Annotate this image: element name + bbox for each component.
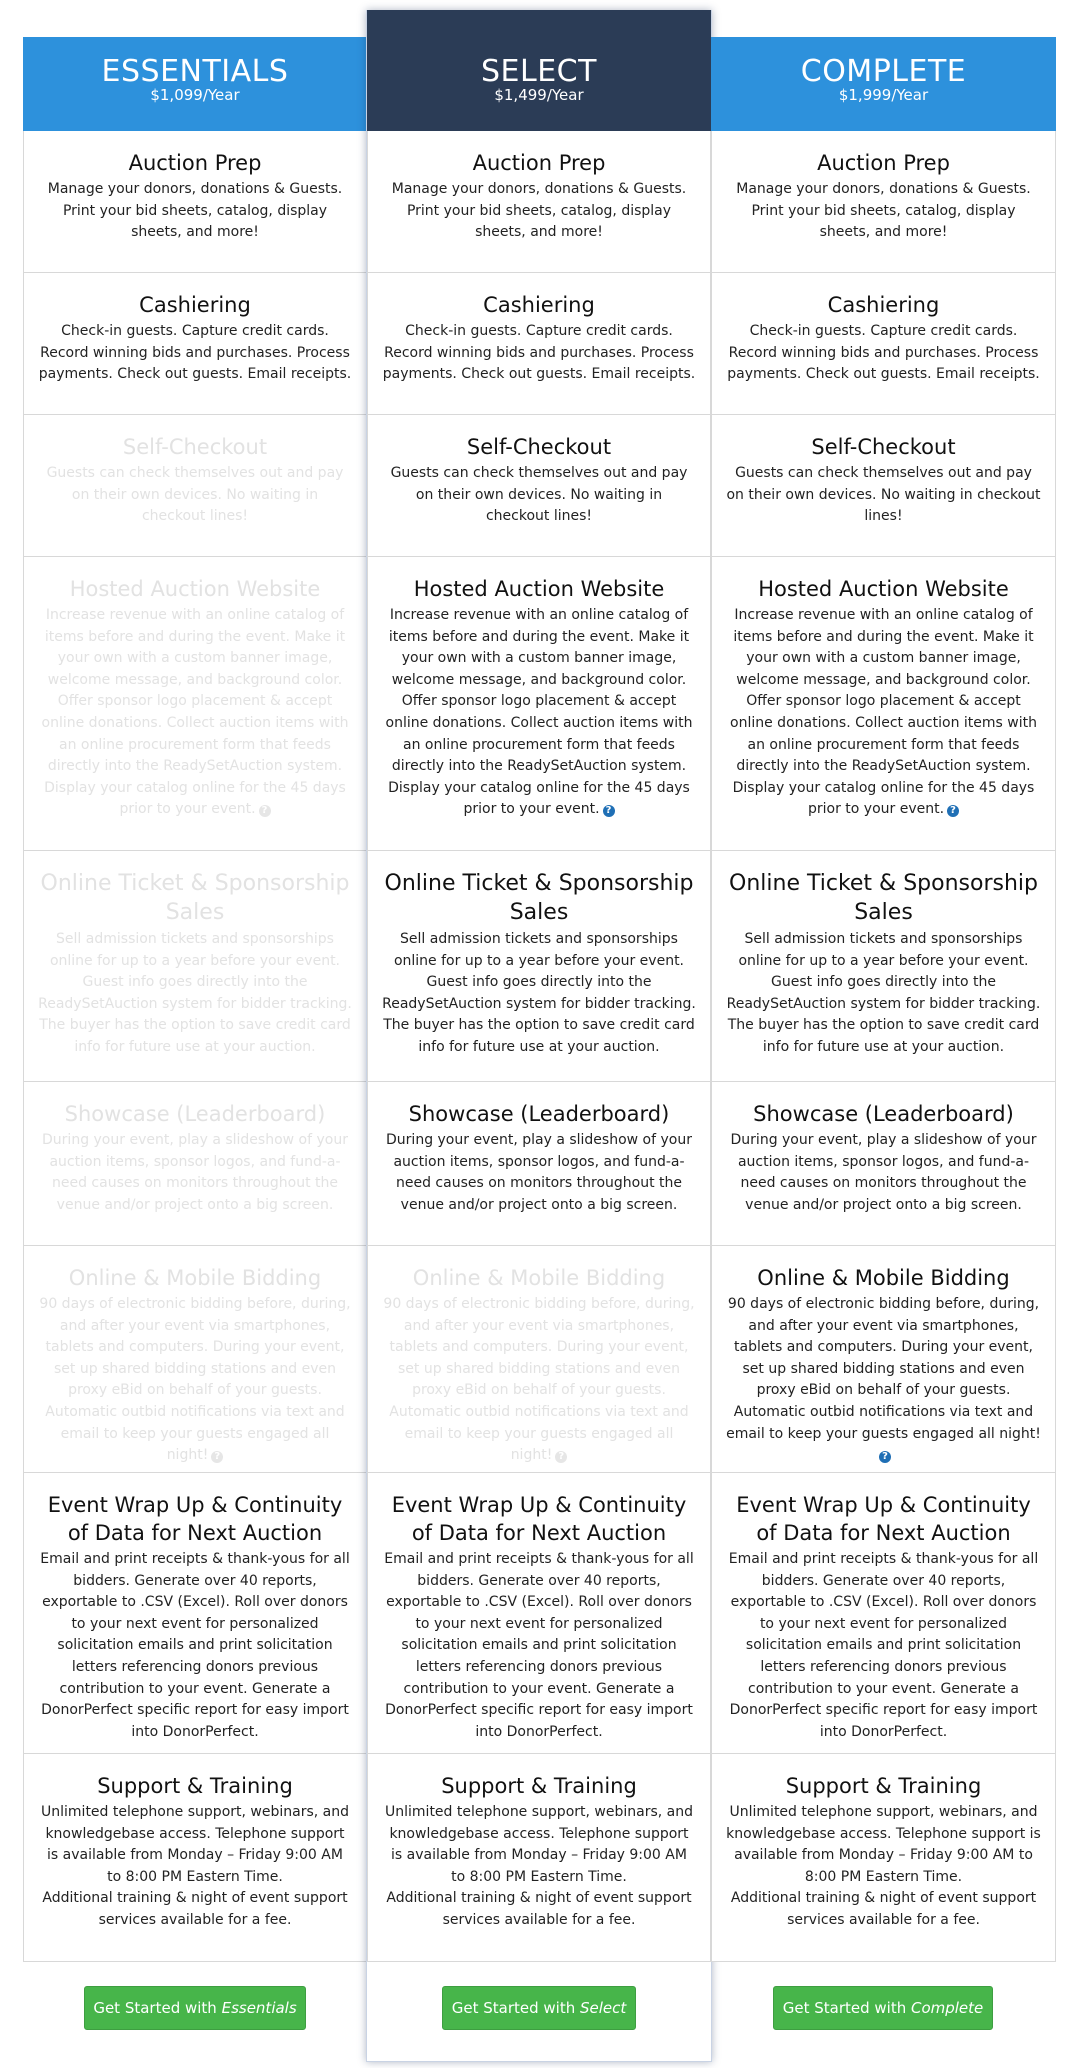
feature-description-text: Manage your donors, donations & Guests. Print your bid sheets, catalog, display sheets, and more! — [736, 181, 1031, 241]
feature-description-extra: Additional training & night of event support services available for a fee. — [730, 1890, 1037, 1928]
feature-cell-online-ticket-and-sponsorship-sales — [23, 851, 367, 1082]
feature-title: Showcase (Leaderboard) — [64, 1102, 326, 1126]
feature-description-text: 90 days of electronic bidding before, during, and after your event via smartphones, tablets and computers. During your event, set up shared bidding stations and even proxy eBid on behalf of your guests. Automatic outbid notifications via text and email to keep your guests engaged all night! — [383, 1296, 695, 1464]
feature-title: Cashiering — [827, 293, 940, 317]
feature-title: Auction Prep — [817, 151, 950, 175]
feature-description — [382, 929, 696, 1059]
feature-title: Self-Checkout — [811, 435, 956, 459]
plan-price: $1,099/Year — [150, 86, 240, 104]
feature-title: Event Wrap Up & Continuity of Data for Next Auction — [391, 1493, 687, 1545]
feature-title: Hosted Auction Website — [758, 577, 1009, 601]
cta-label-prefix: Get Started with — [782, 1999, 911, 2017]
feature-description — [382, 1294, 696, 1467]
feature-cell-auction-prep — [367, 131, 711, 273]
feature-title: Event Wrap Up & Continuity of Data for Next Auction — [47, 1493, 343, 1545]
feature-title: Cashiering — [483, 293, 595, 317]
feature-description-text: 90 days of electronic bidding before, during, and after your event via smartphones, tablets and computers. During your event, set up shared bidding stations and even proxy eBid on behalf of your guests. Automatic outbid notifications via text and email to keep your guests engaged all night! — [726, 1296, 1041, 1442]
feature-description-text: During your event, play a slideshow of your auction items, sponsor logos, and fund-a-need causes on monitors throughout the venue and/or project onto a big screen. — [386, 1132, 692, 1213]
feature-title: Support & Training — [97, 1774, 293, 1798]
feature-description-text: Check-in guests. Capture credit cards. Record winning bids and purchases. Process payments. Check out guests. Email receipts. — [38, 323, 352, 383]
feature-title: Online & Mobile Bidding — [757, 1266, 1010, 1290]
feature-cell-showcase-leaderboard — [23, 1082, 367, 1246]
question-circle-icon[interactable]: ? — [947, 805, 959, 817]
get-started-select-button[interactable] — [442, 1986, 636, 2030]
feature-title: Online Ticket & Sponsorship Sales — [40, 871, 350, 925]
feature-description-text: Increase revenue with an online catalog of items before and during the event. Make it your own with a custom banner image, welcome message, and background color. Offer sponsor logo placement & accept online donations. Collect auction items with an online procurement form that feeds directly into the ReadySetAuction system. Display your catalog online for the 45 days prior to your event. — [730, 607, 1037, 818]
question-circle-icon[interactable]: ? — [259, 805, 271, 817]
feature-description-extra: Additional training & night of event support services available for a fee. — [42, 1890, 348, 1928]
feature-cell-online-ticket-and-sponsorship-sales — [711, 851, 1056, 1082]
plan-price: $1,999/Year — [838, 86, 929, 104]
feature-title: Online Ticket & Sponsorship Sales — [384, 871, 694, 925]
feature-cell-cashiering — [23, 273, 367, 415]
feature-description-text: During your event, play a slideshow of your auction items, sponsor logos, and fund-a-need causes on monitors throughout the venue and/or project onto a big screen. — [730, 1132, 1037, 1213]
feature-title: Online & Mobile Bidding — [412, 1266, 666, 1290]
feature-description — [38, 463, 352, 528]
feature-cell-support-and-training — [23, 1754, 367, 1962]
feature-description — [382, 605, 696, 821]
feature-title: Cashiering — [139, 293, 251, 317]
feature-title: Support & Training — [441, 1774, 637, 1798]
feature-description — [38, 1130, 352, 1216]
feature-title: Auction Prep — [128, 151, 262, 175]
feature-title: Online & Mobile Bidding — [68, 1266, 322, 1290]
feature-description-text: Manage your donors, donations & Guests. Print your bid sheets, catalog, display sheets, and more! — [47, 181, 343, 241]
feature-description — [38, 605, 352, 821]
plan-name: COMPLETE — [800, 54, 967, 89]
feature-cell-online-ticket-and-sponsorship-sales — [367, 851, 711, 1082]
feature-description — [726, 929, 1041, 1059]
feature-cell-online-and-mobile-bidding — [367, 1246, 711, 1473]
feature-description — [38, 1549, 352, 1743]
feature-cell-auction-prep — [23, 131, 367, 273]
feature-cell-event-wrap-up-and-continuity-of-data-for-next-auction — [23, 1473, 367, 1754]
cta-label-plan: Complete — [910, 1999, 984, 2017]
feature-cell-hosted-auction-website — [711, 557, 1056, 851]
feature-description-text: Increase revenue with an online catalog of items before and during the event. Make it your own with a custom banner image, welcome message, and background color. Offer sponsor logo placement & accept online donations. Collect auction items with an online procurement form that feeds directly into the ReadySetAuction system. Display your catalog online for the 45 days prior to your event. — [385, 607, 693, 818]
cta-label-prefix: Get Started with — [451, 1999, 580, 2017]
feature-description-text: Unlimited telephone support, webinars, and knowledgebase access. Telephone support is available from Monday – Friday 9:00 AM to 8:00 PM Eastern Time. — [41, 1804, 349, 1885]
feature-cell-showcase-leaderboard — [367, 1082, 711, 1246]
plan-name: SELECT — [481, 54, 597, 89]
feature-description — [726, 1294, 1041, 1467]
feature-title: Online Ticket & Sponsorship Sales — [729, 871, 1038, 925]
feature-cell-event-wrap-up-and-continuity-of-data-for-next-auction — [711, 1473, 1056, 1754]
feature-description-text: Sell admission tickets and sponsorships online for up to a year before your event. Guest info goes directly into the ReadySetAuction system for bidder tracking. The buyer has the option to save credit card info for future use at your auction. — [382, 931, 696, 1055]
question-circle-icon[interactable]: ? — [555, 1451, 567, 1463]
feature-description-text: Check-in guests. Capture credit cards. Record winning bids and purchases. Process payments. Check out guests. Email receipts. — [382, 323, 696, 383]
feature-description — [382, 1130, 696, 1216]
feature-cell-cashiering — [367, 273, 711, 415]
feature-description-text: During your event, play a slideshow of your auction items, sponsor logos, and fund-a-need causes on monitors throughout the venue and/or project onto a big screen. — [42, 1132, 348, 1213]
plan-header-complete — [711, 37, 1056, 131]
question-circle-icon[interactable]: ? — [211, 1451, 223, 1463]
feature-description-text: Email and print receipts & thank-yous for all bidders. Generate over 40 reports, exportable to .CSV (Excel). Roll over donors to your next event for personalized solicitation emails and print solicitation letters referencing donors previous contribution to your event. Generate a DonorPerfect specific report for easy import into DonorPerfect. — [728, 1551, 1039, 1740]
feature-title: Showcase (Leaderboard) — [753, 1102, 1014, 1126]
feature-description-text: Guests can check themselves out and pay on their own devices. No waiting in checkout lines! — [726, 465, 1041, 525]
feature-description-text: Unlimited telephone support, webinars, and knowledgebase access. Telephone support is available from Monday – Friday 9:00 AM to 8:00 PM Eastern Time. — [726, 1804, 1041, 1885]
feature-description — [38, 179, 352, 244]
feature-description — [382, 1802, 696, 1888]
feature-cell-self-checkout — [367, 415, 711, 557]
plan-name: ESSENTIALS — [101, 54, 289, 89]
feature-description-text: Guests can check themselves out and pay on their own devices. No waiting in checkout lines! — [390, 465, 688, 525]
get-started-complete-button[interactable] — [773, 1986, 993, 2030]
feature-description — [726, 321, 1041, 386]
feature-description — [382, 463, 696, 528]
feature-title: Self-Checkout — [122, 435, 268, 459]
question-circle-icon[interactable]: ? — [879, 1451, 891, 1463]
feature-cell-online-and-mobile-bidding — [711, 1246, 1056, 1473]
cta-label-plan: Essentials — [221, 1999, 297, 2017]
feature-description — [726, 1130, 1041, 1216]
feature-cell-showcase-leaderboard — [711, 1082, 1056, 1246]
feature-description — [38, 1802, 352, 1888]
feature-cell-support-and-training — [367, 1754, 711, 1962]
feature-description-text: Email and print receipts & thank-yous for all bidders. Generate over 40 reports, exportable to .CSV (Excel). Roll over donors to your next event for personalized solicitation emails and print solicitation letters referencing donors previous contribution to your event. Generate a DonorPerfect specific report for easy import into DonorPerfect. — [384, 1551, 694, 1740]
feature-description-text: Email and print receipts & thank-yous for all bidders. Generate over 40 reports, exportable to .CSV (Excel). Roll over donors to your next event for personalized solicitation emails and print solicitation letters referencing donors previous contribution to your event. Generate a DonorPerfect specific report for easy import into DonorPerfect. — [40, 1551, 350, 1740]
feature-description-text: Increase revenue with an online catalog of items before and during the event. Make it your own with a custom banner image, welcome message, and background color. Offer sponsor logo placement & accept online donations. Collect auction items with an online procurement form that feeds directly into the ReadySetAuction system. Display your catalog online for the 45 days prior to your event. — [41, 607, 349, 818]
feature-cell-hosted-auction-website — [23, 557, 367, 851]
feature-description — [726, 463, 1041, 528]
feature-description-text: Unlimited telephone support, webinars, and knowledgebase access. Telephone support is available from Monday – Friday 9:00 AM to 8:00 PM Eastern Time. — [385, 1804, 693, 1885]
feature-description — [38, 321, 352, 386]
cta-label-plan: Select — [579, 1999, 627, 2017]
feature-title: Hosted Auction Website — [413, 577, 665, 601]
feature-description — [38, 1294, 352, 1467]
feature-description — [726, 1549, 1041, 1743]
feature-description — [726, 179, 1041, 244]
feature-title: Self-Checkout — [466, 435, 612, 459]
feature-title: Hosted Auction Website — [69, 577, 321, 601]
feature-cell-self-checkout — [711, 415, 1056, 557]
feature-description — [38, 929, 352, 1059]
feature-description-text: 90 days of electronic bidding before, during, and after your event via smartphones, tablets and computers. During your event, set up shared bidding stations and even proxy eBid on behalf of your guests. Automatic outbid notifications via text and email to keep your guests engaged all night! — [39, 1296, 351, 1464]
feature-description — [726, 1802, 1041, 1888]
feature-title: Support & Training — [785, 1774, 982, 1798]
feature-title: Showcase (Leaderboard) — [408, 1102, 670, 1126]
feature-cell-online-and-mobile-bidding — [23, 1246, 367, 1473]
get-started-essentials-button[interactable] — [84, 1986, 306, 2030]
question-circle-icon[interactable]: ? — [603, 805, 615, 817]
feature-cell-hosted-auction-website — [367, 557, 711, 851]
plan-price: $1,499/Year — [494, 86, 584, 104]
feature-description-text: Check-in guests. Capture credit cards. Record winning bids and purchases. Process payments. Check out guests. Email receipts. — [727, 323, 1040, 383]
feature-description-text: Sell admission tickets and sponsorships online for up to a year before your event. Guest info goes directly into the ReadySetAuction system for bidder tracking. The buyer has the option to save credit card info for future use at your auction. — [38, 931, 352, 1055]
feature-cell-event-wrap-up-and-continuity-of-data-for-next-auction — [367, 1473, 711, 1754]
feature-title: Event Wrap Up & Continuity of Data for Next Auction — [736, 1493, 1031, 1545]
feature-description — [382, 179, 696, 244]
plan-header-select — [367, 10, 711, 131]
feature-cell-auction-prep — [711, 131, 1056, 273]
feature-description — [726, 605, 1041, 821]
feature-title: Auction Prep — [472, 151, 606, 175]
feature-description — [382, 321, 696, 386]
feature-description-text: Manage your donors, donations & Guests. Print your bid sheets, catalog, display sheets, and more! — [391, 181, 687, 241]
feature-description-extra: Additional training & night of event support services available for a fee. — [386, 1890, 692, 1928]
cta-label-prefix: Get Started with — [93, 1999, 222, 2017]
feature-description-text: Sell admission tickets and sponsorships online for up to a year before your event. Guest info goes directly into the ReadySetAuction system for bidder tracking. The buyer has the option to save credit card info for future use at your auction. — [726, 931, 1041, 1055]
feature-cell-support-and-training — [711, 1754, 1056, 1962]
feature-description-text: Guests can check themselves out and pay on their own devices. No waiting in checkout lines! — [46, 465, 344, 525]
plan-header-essentials — [23, 37, 367, 131]
feature-description — [382, 1549, 696, 1743]
feature-cell-self-checkout — [23, 415, 367, 557]
feature-cell-cashiering — [711, 273, 1056, 415]
